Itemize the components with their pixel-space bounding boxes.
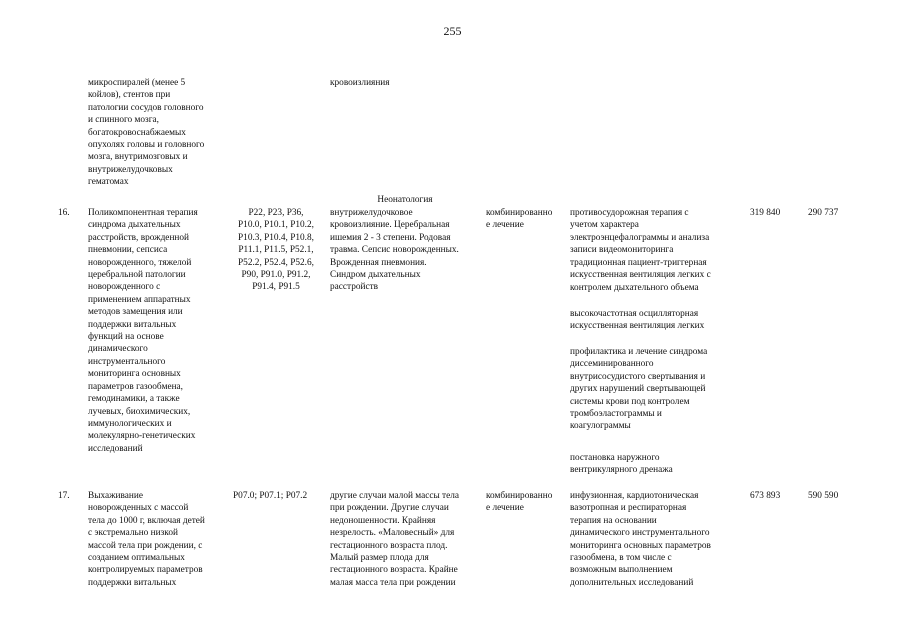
row-method-4: профилактика и лечение синдрома диссеминированного внутрисосудистого свертывания и других нарушений свертывающей системы крови под контролем тромбоэластограммы и коагулограммы [570, 347, 708, 432]
row-method-1: противосудорожная терапия с учетом характера электроэнцефалограммы и анализа записи видеомониторинга [570, 208, 710, 256]
row-codes: P07.0; P07.1; P07.2 [233, 491, 308, 501]
row-number: 17. [58, 491, 70, 501]
row-price-2: 590 590 [808, 491, 839, 501]
row-treatment-type: комбинированно е лечение [486, 208, 553, 231]
page-number: 255 [443, 24, 462, 38]
row-name: Поликомпонентная терапия синдрома дыхательных расстройств, врожденной пневмонии, сепсиса новорожденного, тяжелой церебральной патологии новорожденного с применением аппаратных методов замещения или поддержки витальных функций на основе динамического инструментального мониторинга основных параметров газообмена, гемодинамики, а также лучевых, биохимических, иммунологических и молекулярно-генетических исследований [88, 208, 198, 454]
row-price-2: 290 737 [808, 208, 839, 218]
top-fragment-model: кровоизлияния [330, 78, 390, 88]
row-price-1: 673 893 [750, 491, 781, 501]
row-method-3: высокочастотная осцилляторная искусственная вентиляция легких [570, 309, 705, 332]
row-number: 16. [58, 208, 70, 218]
row-codes: P22, P23, P36, P10.0, P10.1, P10.2, P10.3, P10.4, P10.8, P11.1, P11.5, P52.1, P52.2, P52.4, P52.6, P90, P91.0, P91.2, P91.4, P91.5 [238, 208, 314, 293]
top-fragment-name: микроспиралей (менее 5 койлов), стентов при патологии сосудов головного и спинного мозга, богатокровоснабжаемых опухолях головы и головного мозга, внутримозговых и внутрижелудочковых гематомах [88, 78, 205, 188]
row-price-1: 319 840 [750, 208, 781, 218]
row-method-1: инфузионная, кардиотоническая вазотропная и респираторная терапия на основании динамического инструментального мониторинга основных параметров газообмена, в том числе с возможным выполнением дополнительных исследований [570, 491, 711, 588]
section-heading: Неонатология [377, 195, 433, 205]
row-name: Выхаживание новорожденных с массой тела до 1000 г, включая детей с экстремально низкой массой тела при рождении, с созданием оптимальных контролируемых параметров поддержки витальных [88, 491, 205, 588]
row-model: внутрижелудочковое кровоизлияние. Церебральная ишемия 2 - 3 степени. Родовая травма. Сепсис новорожденных. Врожденная пневмония. Синдром дыхательных расстройств [330, 208, 459, 293]
row-treatment-type: комбинированно е лечение [486, 491, 553, 514]
row-method-2: традиционная пациент-триггерная искусственная вентиляция легких с контролем дыхательного объема [570, 258, 711, 293]
row-method-5: постановка наружного вентрикулярного дренажа [570, 453, 673, 476]
row-model: другие случаи малой массы тела при рождении. Другие случаи недоношенности. Крайняя незрелость. «Маловесный» для гестационного возраста плод. Малый размер плода для гестационного возраста. Крайне малая масса тела при рождении [330, 491, 459, 588]
